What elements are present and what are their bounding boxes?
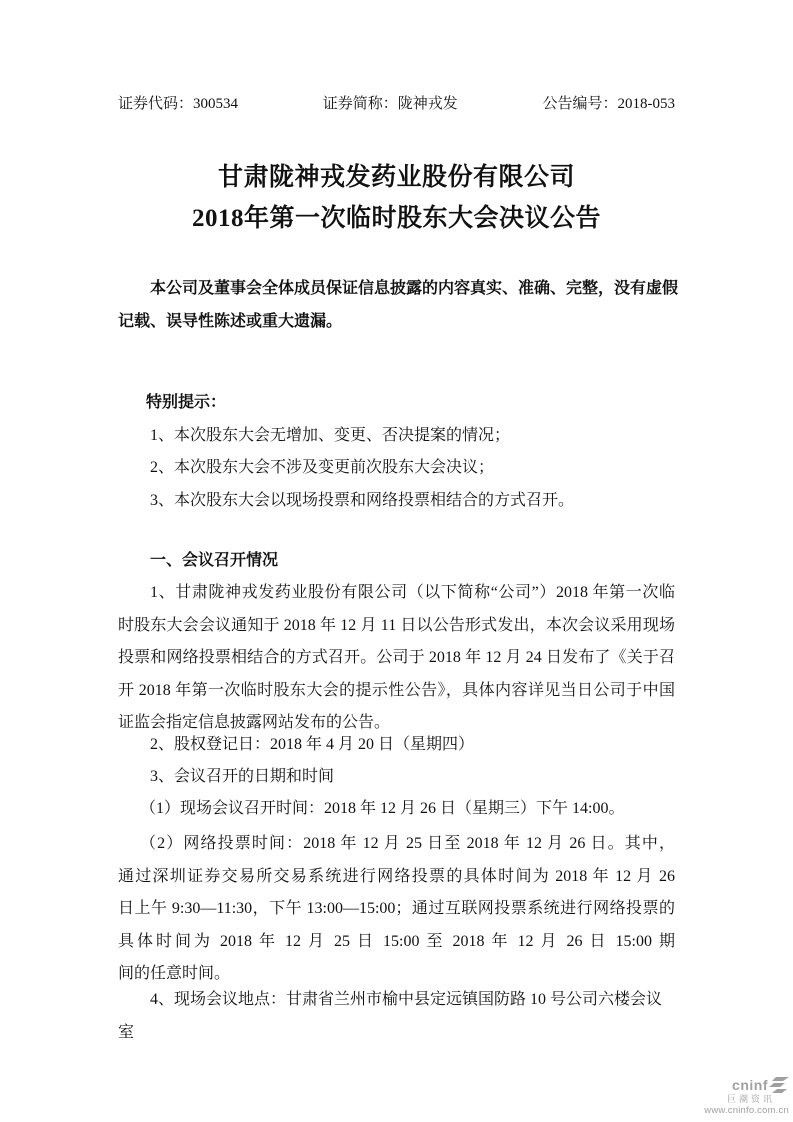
paragraph-line: 间的任意时间。 [118, 965, 231, 982]
announcement-number-label: 公告编号：2018-053 [542, 96, 675, 112]
document-header [118, 95, 675, 114]
stock-short-name-label: 证券简称：陇神戎发 [322, 96, 458, 112]
stock-code-label: 证券代码：300534 [118, 96, 239, 112]
record-date-item: 2、股权登记日：2018 年 4 月 20 日（星期四） [150, 736, 475, 753]
announcement-subtitle: 2018年第一次临时股东大会决议公告 [191, 205, 601, 232]
network-voting-paragraph [118, 828, 675, 991]
cninfo-swirl-icon [769, 1077, 789, 1093]
paragraph-line: 日上午 9:30—11:30，下午 13:00—15:00；通过互联网投票系统进行网络投票的 [118, 900, 675, 917]
special-notice-heading: 特别提示： [146, 394, 227, 411]
meeting-notice-paragraph [118, 577, 675, 740]
declaration-line: 记载、误导性陈述或重大遗漏。 [118, 313, 343, 330]
special-notice [118, 387, 675, 517]
meeting-date-items [118, 729, 675, 825]
cninfo-url: www.cninfo.com.cn [704, 1105, 789, 1116]
cninfo-brand-text: cninf [732, 1077, 768, 1093]
special-notice-item: 2、本次股东大会不涉及变更前次股东大会决议； [150, 459, 495, 476]
paragraph-line: 1、甘肃陇神戎发药业股份有限公司（以下简称“公司”）2018 年第一次临 [150, 584, 675, 601]
paragraph-line: 时股东大会会议通知于 2018 年 12 月 11 日以公告形式发出，本次会议采用现场 [118, 616, 675, 634]
declaration-line: 本公司及董事会全体成员保证信息披露的内容真实、准确、完整，没有虚假 [150, 280, 679, 297]
paragraph-line: 投票和网络投票相结合的方式召开。公司于 2018 年 12 月 24 日发布了《关于召 [118, 649, 675, 666]
document-title [0, 157, 793, 239]
onsite-meeting-time-item: （1）现场会议召开时间：2018 年 12 月 26 日（星期三）下午 14:00。 [140, 800, 625, 817]
cninfo-logo [704, 1077, 789, 1116]
cninfo-chinese-name: 巨潮资讯 [726, 1094, 775, 1104]
paragraph-line: （2）网络投票时间：2018 年 12 月 25 日至 2018 年 12 月 26 日。其中， [140, 835, 675, 852]
meeting-datetime-item: 3、会议召开的日期和时间 [150, 768, 335, 785]
paragraph-line: 开 2018 年第一次临时股东大会的提示性公告》，具体内容详见当日公司于中国 [118, 681, 675, 699]
special-notice-item: 1、本次股东大会无增加、变更、否决提案的情况； [150, 426, 511, 444]
company-name-title: 甘肃陇神戎发药业股份有限公司 [217, 164, 575, 191]
paragraph-line: 证监会指定信息披露网站发布的公告。 [118, 714, 391, 731]
section-heading-meeting-convening: 一、会议召开情况 [150, 552, 279, 569]
meeting-venue-item: 4、现场会议地点：甘肃省兰州市榆中县定远镇国防路 10 号公司六楼会议室 [118, 991, 663, 1041]
paragraph-line: 通过深圳证券交易所交易系统进行网络投票的具体时间为 2018 年 12 月 26 [118, 867, 675, 885]
declaration-paragraph [118, 272, 679, 338]
paragraph-line: 具体时间为 2018 年 12 月 25 日 15:00 至 2018 年 12 月 26 日 15:00 期 [118, 932, 675, 950]
cninfo-brand-row [704, 1077, 789, 1093]
special-notice-item: 3、本次股东大会以现场投票和网络投票相结合的方式召开。 [150, 491, 575, 509]
